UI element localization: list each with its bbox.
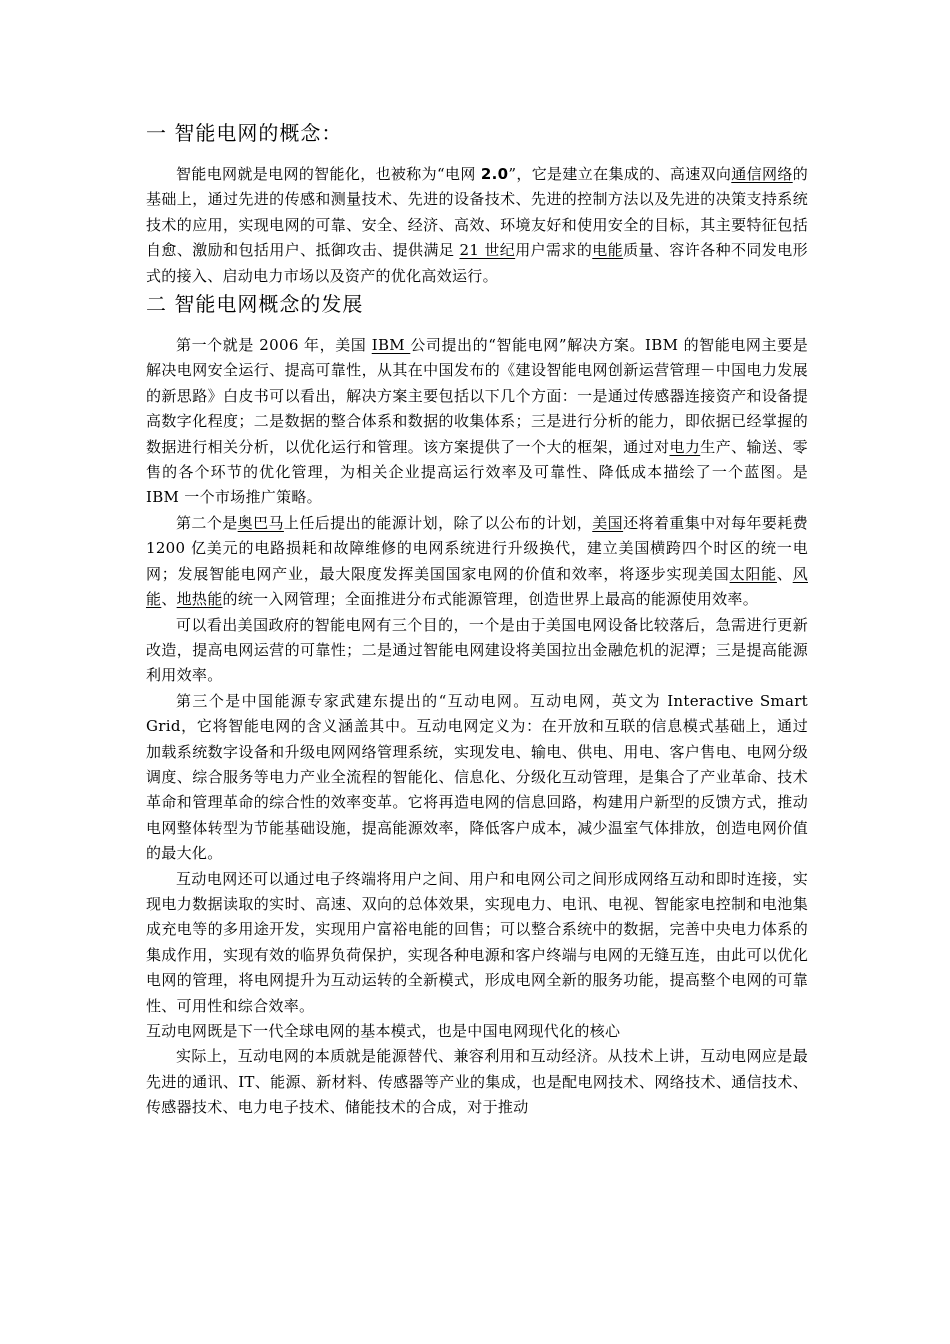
section-heading-development: 二 智能电网概念的发展 (146, 292, 364, 317)
link-electric-energy[interactable]: 电能 (592, 241, 624, 260)
section-heading-concept: 一 智能电网的概念： (146, 121, 343, 145)
paragraph-us-goals: 可以看出美国政府的智能电网有三个目的，一个是由于美国电网设备比较落后，急需进行更新改造，提高电网运营的可靠性；二是通过智能电网建设将美国拉出金融危机的泥潭；三是提高能源利用效率。 (146, 615, 808, 685)
link-solar-energy[interactable]: 太阳能 (729, 564, 777, 583)
paragraph-interactive-grid-features: 互动电网还可以通过电子终端将用户之间、用户和电网公司之间形成网络互动和即时连接，实现电力数据读取的实时、高速、双向的总体效果，实现电力、电讯、电视、智能家电控制和电池集成充电等的多用途开发，实现用户富裕电能的回售；可以整合系统中的数据，完善中央电力体系的集成作用，实现有效的临界负荷保护，实现各种电源和客户终端与电网的无缝互连，由此可以优化电网的管理，将电网提升为互动运转的全新模式，形成电网全新的服务功能，提高整个电网的可靠性、可用性和综合效率。 (146, 869, 808, 1015)
paragraph-next-generation: 互动电网既是下一代全球电网的基本模式，也是中国电网现代化的核心 (146, 1022, 621, 1040)
paragraph-essence: 实际上，互动电网的本质就是能源替代、兼容利用和互动经济。从技术上讲，互动电网应是最先进的通讯、IT、能源、新材料、传感器等产业的集成，也是配电网技术、网络技术、通信技术、传感器技术、电力电子技术、储能技术的合成，对于推动 (146, 1047, 808, 1117)
link-ibm[interactable]: IBM (371, 336, 411, 355)
link-communication-network[interactable]: 通信网络 (731, 165, 793, 183)
link-electric-power[interactable]: 电力 (669, 437, 701, 456)
paragraph-interactive-grid: 第三个是中国能源专家武建东提出的“互动电网。互动电网，英文为 Interactive Smart Grid，它将智能电网的含义涵盖其中。互动电网定义为：在开放和互联的信息模式基础上，通过加载系统数字设备和升级电网网络管理系统，实现发电、输电、供电、用电、客户售电、电网分级调度、综合服务等电力产业全流程的智能化、信息化、分级化互动管理，是集合了产业革命、技术革命和管理革命的综合性的效率变革。它将再造电网的信息回路，构建用户新型的反馈方式，推动电网整体转型为节能基础设施，提高能源效率，降低客户成本，减少温室气体排放，创造电网价值的最大化。 (146, 691, 808, 863)
link-geothermal-energy[interactable]: 地热能 (176, 590, 223, 609)
paragraph-concept-definition: 智能电网就是电网的智能化，也被称为“电网 2.0”，它是建立在集成的、高速双向通信网络的基础上，通过先进的传感和测量技术、先进的设备技术、先进的控制方法以及先进的决策支持系统技术的应用，实现电网的可靠、安全、经济、高效、环境友好和使用安全的目标，其主要特征包括自愈、激励和包括用户、抵御攻击、提供满足 21 世纪用户需求的电能质量、容许各种不同发电形式的接入、启动电力市场以及资产的优化高效运行。 (146, 165, 809, 285)
paragraph-obama-plan: 第二个是奥巴马上任后提出的能源计划，除了以公布的计划，美国还将着重集中对每年要耗费 1200 亿美元的电路损耗和故障维修的电网系统进行升级换代，建立美国横跨四个时区的统一电网；发展智能电网产业，最大限度发挥美国国家电网的价值和效率，将逐步实现美国太阳能、风能、地热能的统一入网管理；全面推进分布式能源管理，创造世界上最高的能源使用效率。 (146, 513, 808, 609)
paragraph-ibm-solution: 第一个就是 2006 年，美国 IBM 公司提出的“智能电网”解决方案。IBM 的智能电网主要是解决电网安全运行、提高可靠性，从其在中国发布的《建设智能电网创新运营管理－中国电力发展的新思路》白皮书可以看出，解决方案主要包括以下几个方面：一是通过传感器连接资产和设备提高数字化程度；二是数据的整合体系和数据的收集体系；三是进行分析的能力，即依据已经掌握的数据进行相关分析，以优化运行和管理。该方案提供了一个大的框架，通过对电力生产、输送、零售的各个环节的优化管理，为相关企业提高运行效率及可靠性、降低成本描绘了一个蓝图。是 IBM 一个市场推广策略。 (146, 336, 808, 507)
document-body (146, 118, 808, 1121)
link-wind-energy[interactable]: 风能 (146, 564, 808, 609)
link-obama[interactable]: 奥巴马 (237, 513, 284, 532)
link-21st-century[interactable]: 21 世纪 (459, 241, 516, 260)
link-usa[interactable]: 美国 (592, 513, 624, 532)
